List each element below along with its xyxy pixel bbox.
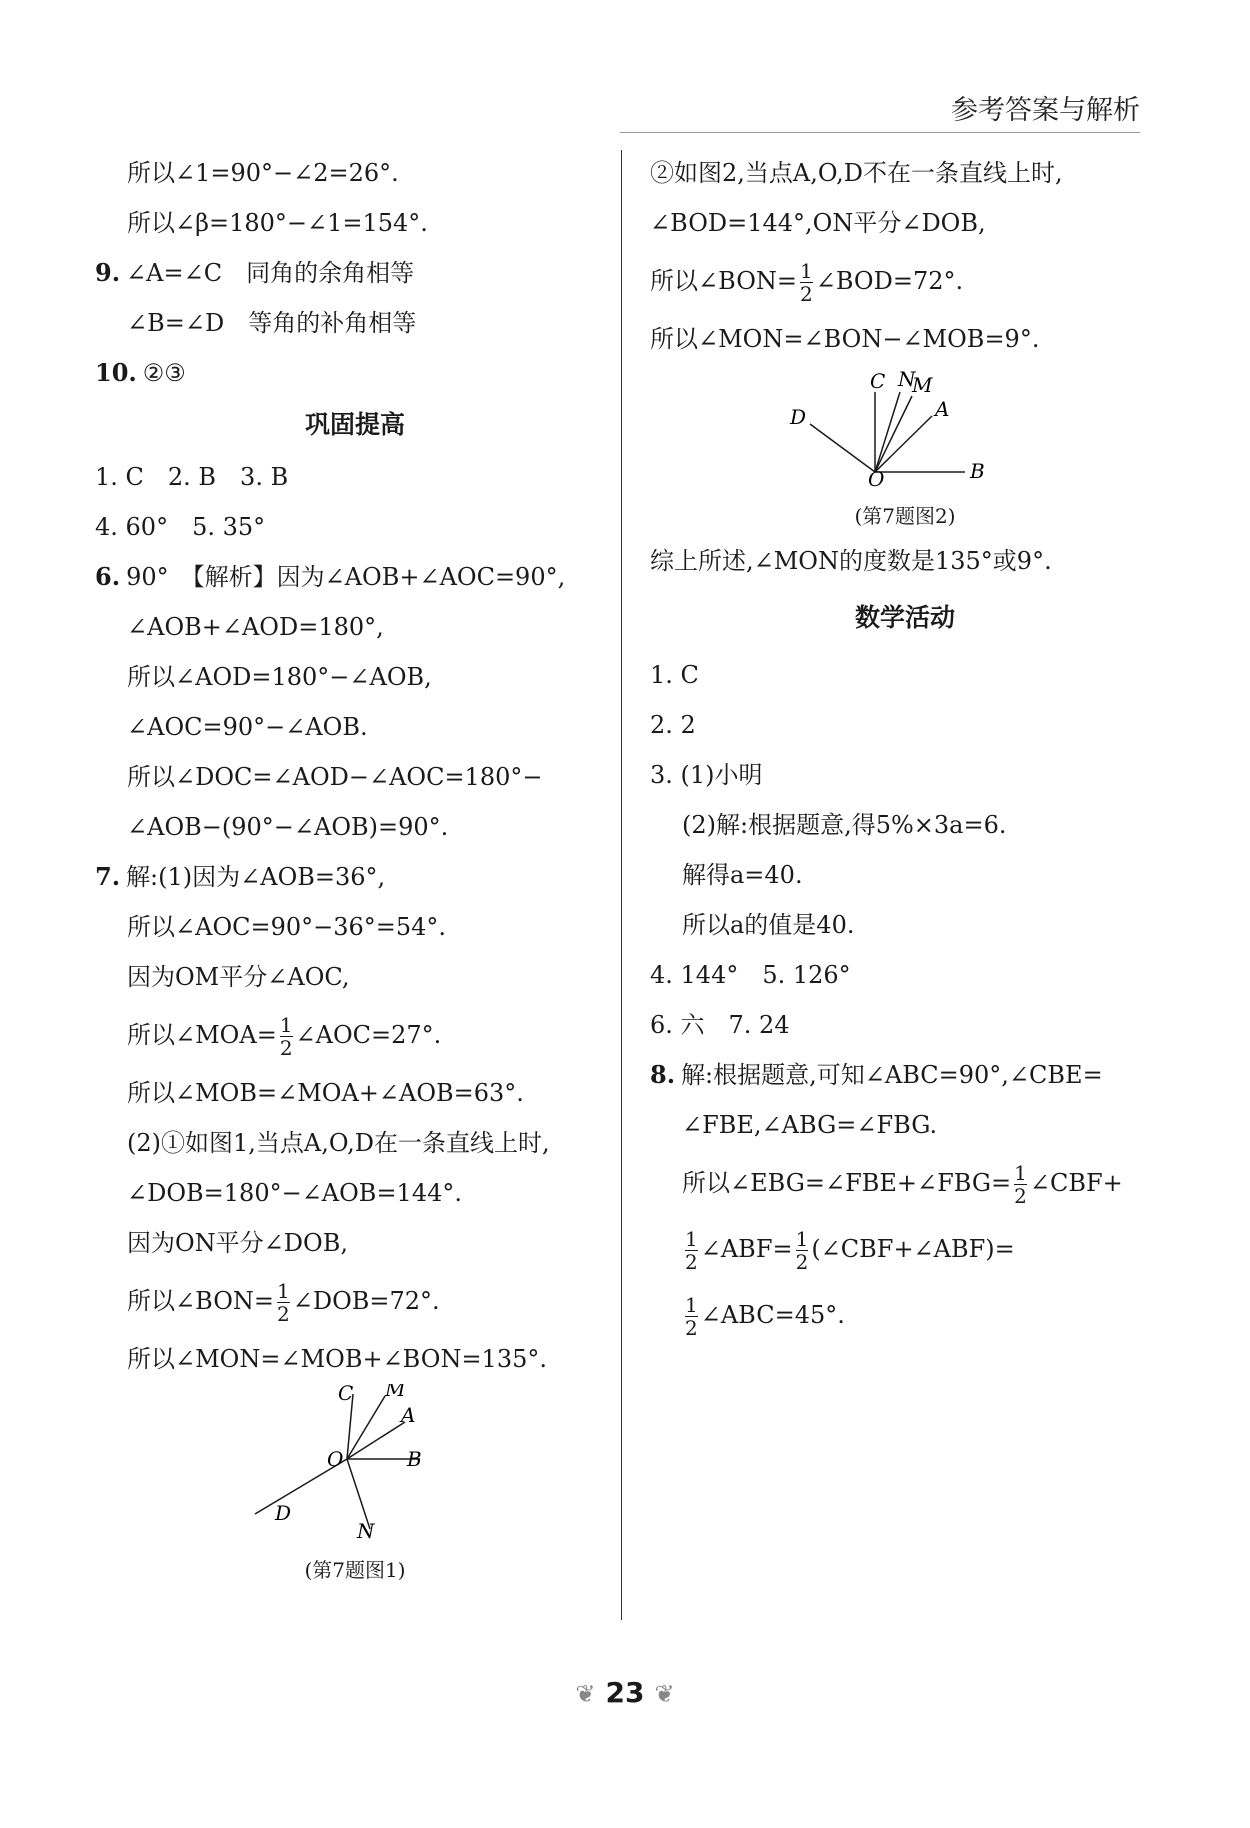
- answer-line: 所以∠AOD=180°−∠AOB,: [127, 663, 432, 691]
- figure-caption: (第7题图1): [304, 1558, 406, 1582]
- answer-line: [650, 248, 1160, 314]
- answer-line: 综上所述,∠MON的度数是135°或9°.: [650, 547, 1052, 575]
- answer-line: 因为ON平分∠DOB,: [127, 1229, 348, 1257]
- answer-line: 4. 144° 5. 126°: [650, 961, 851, 989]
- ray-om: [347, 1396, 385, 1459]
- point-label-m: M: [912, 373, 933, 397]
- answer-line: [650, 1216, 1160, 1282]
- section-heading: 数学活动: [854, 603, 955, 632]
- point-label-c: C: [338, 1384, 354, 1405]
- section-heading: 巩固提高: [304, 410, 405, 439]
- answer-line: 所以∠β=180°−∠1=154°.: [127, 209, 428, 237]
- point-label-b: B: [407, 1447, 422, 1471]
- ray-od: [810, 424, 875, 472]
- answer-line: ∠FBE,∠ABG=∠FBG.: [682, 1111, 938, 1139]
- geometry-diagram-2: [650, 364, 1160, 490]
- question-number: 6.: [95, 562, 121, 591]
- question-number: 9.: [95, 258, 121, 287]
- fraction-denominator: 2: [279, 1036, 293, 1060]
- answer-line: [650, 1150, 1160, 1216]
- point-label-n: N: [357, 1519, 375, 1543]
- answer-line: 1. C 2. B 3. B: [95, 463, 289, 491]
- leaf-icon: ❦: [654, 1680, 675, 1708]
- answer-text: ∠CBF+: [1029, 1169, 1123, 1197]
- answer-line: (2)①如图1,当点A,O,D在一条直线上时,: [127, 1129, 550, 1157]
- point-label-a: A: [401, 1403, 416, 1427]
- left-column: [95, 148, 615, 1590]
- answer-line: 所以∠MON=∠BON−∠MOB=9°.: [650, 325, 1040, 353]
- answer-line: ∠AOB+∠AOD=180°,: [127, 613, 384, 641]
- figure-caption: (第7题图2): [854, 504, 956, 528]
- point-label-c: C: [870, 369, 886, 393]
- answer-line: ∠AOB−(90°−∠AOB)=90°.: [127, 813, 449, 841]
- question-6: [95, 552, 615, 602]
- fraction-numerator: 1: [276, 1279, 290, 1303]
- fraction-numerator: 1: [685, 1293, 698, 1317]
- answer-text: (∠CBF+∠ABF)=: [811, 1235, 1015, 1263]
- answer-text: 所以∠BON=: [650, 267, 797, 295]
- answer-line: (2)解:根据题意,得5%×3a=6.: [682, 811, 1007, 839]
- fraction: [685, 1228, 698, 1273]
- fraction-numerator: 1: [685, 1227, 698, 1251]
- answer-line: [95, 1268, 615, 1334]
- figure-7-1: [95, 1384, 615, 1590]
- answer-text: 90° 【解析】因为∠AOB+∠AOC=90°,: [126, 563, 566, 591]
- fraction: [1014, 1162, 1027, 1207]
- point-label-b: B: [970, 459, 985, 483]
- answer-text: 所以∠EBG=∠FBE+∠FBG=: [682, 1169, 1012, 1197]
- answer-line: 所以∠AOC=90°−36°=54°.: [127, 913, 447, 941]
- header-rule: [620, 132, 1140, 133]
- answer-text: ∠A=∠C 同角的余角相等: [126, 259, 415, 287]
- fraction-denominator: 2: [685, 1250, 698, 1274]
- fraction-denominator: 2: [685, 1316, 698, 1340]
- point-label-o: O: [327, 1447, 344, 1471]
- answer-line: ∠DOB=180°−∠AOB=144°.: [127, 1179, 462, 1207]
- answer-line: 4. 60° 5. 35°: [95, 513, 266, 541]
- fraction-numerator: 1: [795, 1227, 809, 1251]
- answer-text: 所以∠BON=: [127, 1287, 274, 1315]
- question-10: [95, 348, 615, 398]
- answer-text: ∠AOC=27°.: [295, 1021, 442, 1049]
- ray-om: [875, 396, 912, 472]
- answer-text: 解:(1)因为∠AOB=36°,: [126, 863, 386, 891]
- question-9: [95, 248, 615, 298]
- answer-line: 所以a的值是40.: [682, 911, 855, 939]
- answer-line: [650, 1282, 1160, 1348]
- answer-text: ∠ABC=45°.: [700, 1301, 845, 1329]
- geometry-diagram-1: [95, 1384, 615, 1544]
- answer-line: [95, 1002, 615, 1068]
- point-label-m: M: [385, 1384, 406, 1401]
- answer-line: 所以∠MOB=∠MOA+∠AOB=63°.: [127, 1079, 524, 1107]
- fraction-numerator: 1: [1014, 1161, 1027, 1185]
- fraction: [796, 1228, 809, 1273]
- column-divider: [621, 150, 622, 1620]
- answer-line: ∠BOD=144°,ON平分∠DOB,: [650, 209, 986, 237]
- question-7: [95, 852, 615, 902]
- answer-line: 2. 2: [650, 711, 696, 739]
- question-number: 7.: [95, 862, 121, 891]
- answer-text: ∠BOD=72°.: [815, 267, 964, 295]
- fraction-denominator: 2: [795, 1250, 809, 1274]
- answer-line: ∠B=∠D 等角的补角相等: [127, 309, 417, 337]
- right-column: [650, 148, 1160, 1348]
- answer-text: ②③: [142, 359, 186, 387]
- page-number: 23: [605, 1676, 645, 1709]
- fraction: [685, 1294, 698, 1339]
- point-label-d: D: [275, 1501, 292, 1525]
- answer-line: ②如图2,当点A,O,D不在一条直线上时,: [650, 159, 1063, 187]
- point-label-a: A: [935, 397, 950, 421]
- fraction-denominator: 2: [799, 282, 813, 306]
- answer-text: ∠ABF=: [700, 1235, 793, 1263]
- fraction: [280, 1014, 293, 1059]
- answer-line: 1. C: [650, 661, 699, 689]
- answer-line: 因为OM平分∠AOC,: [127, 963, 350, 991]
- fraction-numerator: 1: [799, 259, 813, 283]
- answer-line: 6. 六 7. 24: [650, 1011, 790, 1039]
- point-label-n: N: [898, 367, 916, 391]
- question-number: 8.: [650, 1060, 676, 1089]
- answer-line: 3. (1)小明: [650, 761, 763, 789]
- point-label-o: O: [868, 467, 885, 490]
- fraction-denominator: 2: [276, 1302, 290, 1326]
- page-footer: [0, 1676, 1250, 1709]
- answer-line: 解得a=40.: [682, 861, 803, 889]
- fraction: [800, 260, 813, 305]
- answer-text: ∠DOB=72°.: [292, 1287, 440, 1315]
- fraction-numerator: 1: [279, 1013, 293, 1037]
- page-header-title: 参考答案与解析: [951, 95, 1140, 126]
- question-8: [650, 1050, 1160, 1100]
- fraction: [277, 1280, 290, 1325]
- answer-line: 所以∠MON=∠MOB+∠BON=135°.: [127, 1345, 547, 1373]
- fraction-denominator: 2: [1014, 1184, 1027, 1208]
- leaf-icon: ❦: [575, 1680, 596, 1708]
- question-number: 10.: [95, 358, 137, 387]
- answer-line: ∠AOC=90°−∠AOB.: [127, 713, 368, 741]
- answer-text: 所以∠MOA=: [127, 1021, 277, 1049]
- point-label-d: D: [790, 405, 807, 429]
- answer-line: 所以∠DOC=∠AOD−∠AOC=180°−: [127, 763, 543, 791]
- ray-oa: [347, 1422, 405, 1459]
- answer-text: 解:根据题意,可知∠ABC=90°,∠CBE=: [681, 1061, 1103, 1089]
- figure-7-2: [650, 364, 1160, 536]
- answer-line: 所以∠1=90°−∠2=26°.: [127, 159, 399, 187]
